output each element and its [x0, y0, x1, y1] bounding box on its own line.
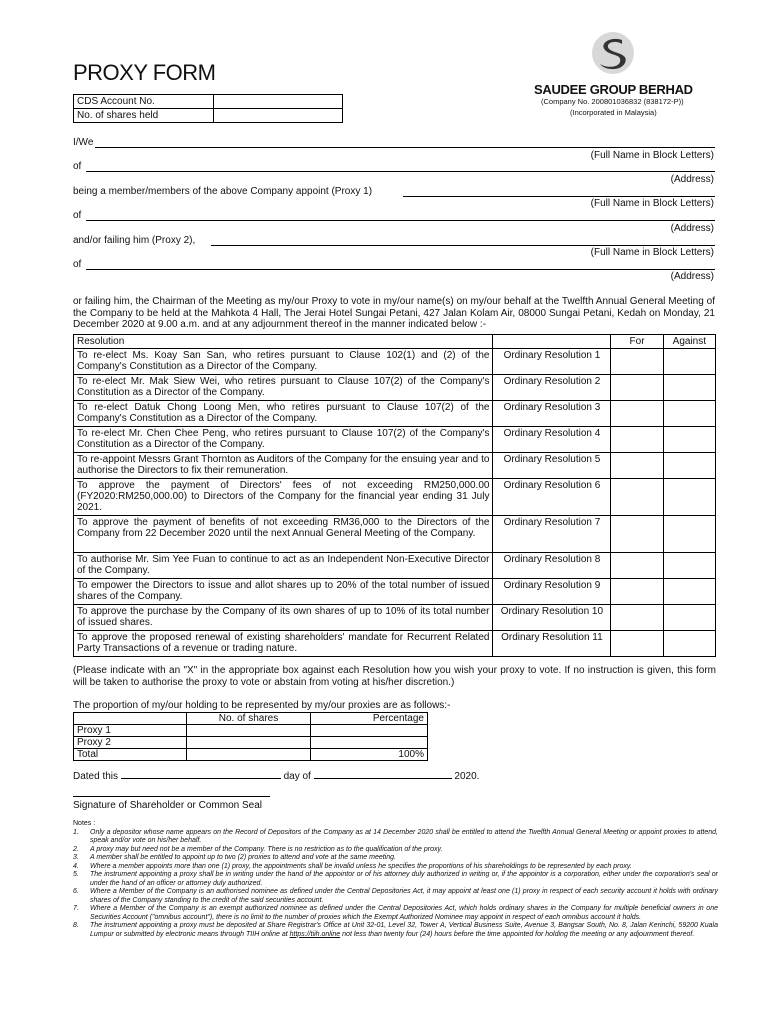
for-checkbox[interactable] — [611, 631, 663, 657]
note-text-pre: The instrument appointing a proxy must be deposited at Share Registrar's Office at Unit 32-01, Level 32, Tower A, Vertical Business Suite, Avenue 3, Bangsar South, No. 8, Jalan Kerinchi, 59200 Kuala Lumpur or submitted by electronic means through TIIH online at — [90, 922, 718, 938]
company-number: (Company No. 200801036832 (838172-P)) — [541, 97, 684, 106]
note-item: 8. The instrument appointing a proxy must be deposited at Share Registrar's Office at Unit 32-01, Level 32, Tower A, Vertical Business Suite, Avenue 3, Bangsar South, No. 8, Jalan Kerinchi, 59200 Kuala Lumpur or submitted by electronic means through TIIH online at https://tiih.online not less than twenty four (24) hours before the time appointed for holding the meeting or any adjournment thereof. — [73, 922, 718, 938]
total-row-label: Total — [74, 749, 187, 761]
for-checkbox[interactable] — [611, 579, 663, 605]
resolution-row — [74, 605, 716, 631]
for-checkbox[interactable] — [611, 553, 663, 579]
total-shares-input[interactable] — [187, 749, 311, 761]
against-checkbox[interactable] — [663, 631, 715, 657]
resolution-row — [74, 553, 716, 579]
for-checkbox[interactable] — [611, 401, 663, 427]
proxy2-row-label: Proxy 2 — [74, 737, 187, 749]
proportion-corner — [74, 713, 187, 725]
proxy2-percent-input[interactable] — [311, 737, 428, 749]
resolution-label: Ordinary Resolution 2 — [493, 375, 611, 401]
form-title: PROXY FORM — [73, 60, 216, 85]
shares-held-label: No. of shares held — [74, 109, 214, 123]
note-item: 1. Only a depositor whose name appears on the Record of Depositors of the Company as at 14 December 2020 shall be entitled to attend the Twelfth Annual General Meeting or appoint proxies to attend, speak and/or vote on his/her behalf. — [73, 828, 718, 844]
resolution-row — [74, 479, 716, 516]
address-hint-3: (Address) — [670, 271, 714, 282]
note-text: A member shall be entitled to appoint up to two (2) proxies to attend and vote at the same meeting. — [90, 854, 396, 861]
resolution-label: Ordinary Resolution 7 — [493, 516, 611, 553]
resolution-row — [74, 631, 716, 657]
shares-col-header: No. of shares — [187, 713, 311, 725]
for-checkbox[interactable] — [611, 605, 663, 631]
name-line[interactable] — [95, 147, 715, 148]
address-hint-2: (Address) — [670, 223, 714, 234]
total-percent-value: 100% — [311, 749, 428, 761]
resolution-row — [74, 579, 716, 605]
company-incorporation: (Incorporated in Malaysia) — [570, 108, 657, 117]
for-checkbox[interactable] — [611, 516, 663, 553]
against-checkbox[interactable] — [663, 605, 715, 631]
note-text: Only a depositor whose name appears on the Record of Depositors of the Company as at 14 December 2020 shall be entitled to attend the Twelfth Annual General Meeting or appoint proxies to attend, speak and/or vote on his/her behalf. — [90, 828, 718, 844]
for-header: For — [611, 335, 663, 349]
of-label-1: of — [73, 161, 82, 172]
note-text: Where a Member of the Company is an authorised nominee as defined under the Central Depositories Act, it may appoint at least one (1) proxy in respect of each security account it holds with ordinary shares of the Company standing to the credit of the said securities account. — [90, 888, 718, 904]
against-checkbox[interactable] — [663, 553, 715, 579]
against-checkbox[interactable] — [663, 453, 715, 479]
signature-line[interactable] — [73, 796, 270, 797]
note-item: 5. The instrument appointing a proxy shall be in writing under the hand of the appointor or of his attorney duly authorized in writing or, if the appointor is a corporation, either under the corporation's seal or under the hand of an officer or attorney duly authorized. — [73, 871, 718, 887]
against-checkbox[interactable] — [663, 579, 715, 605]
dated-year: 2020. — [454, 771, 480, 782]
resolution-label: Ordinary Resolution 4 — [493, 427, 611, 453]
resolution-text: To re-elect Mr. Mak Siew Wei, who retires pursuant to Clause 107(2) of the Company's Constitution as a Director of the Company. — [74, 375, 493, 401]
resolution-row — [74, 453, 716, 479]
cds-account-input[interactable] — [214, 95, 343, 109]
appointment-paragraph: or failing him, the Chairman of the Meeting as my/our Proxy to vote in my/our name(s) on my/our behalf at the Twelfth Annual General Meeting of the Company to be held at the Mahkota 4 Hall, The Jerai Hotel Sungai Petani, 427 Jalan Kolam Air, 08000 Sungai Petani, Kedah on Monday, 21 December 2020 at 9.00 a.m. and at any adjournment thereof in the manner indicated below :- — [73, 296, 715, 330]
resolution-text: To approve the purchase by the Company of its own shares of up to 10% of its total number of issued shares. — [74, 605, 493, 631]
proxy2-name-line[interactable] — [211, 245, 715, 246]
dated-month-line[interactable] — [314, 768, 452, 779]
address-line-2[interactable] — [86, 220, 715, 221]
proxy1-percent-input[interactable] — [311, 725, 428, 737]
address-line-3[interactable] — [86, 269, 715, 270]
for-checkbox[interactable] — [611, 479, 663, 516]
resolution-header: Resolution — [74, 335, 493, 349]
proxy1-shares-input[interactable] — [187, 725, 311, 737]
day-of-label: day of — [283, 771, 311, 782]
note-item: 4. Where a member appoints more than one (1) proxy, the appointments shall be invalid unless he specifies the proportions of his shareholdings to be represented by each proxy. — [73, 862, 632, 870]
cds-account-table — [73, 94, 343, 123]
resolution-row — [74, 427, 716, 453]
resolution-text: To authorise Mr. Sim Yee Fuan to continue to act as an Independent Non-Executive Director of the Company. — [74, 553, 493, 579]
resolution-row — [74, 349, 716, 375]
full-name-hint-3: (Full Name in Block Letters) — [590, 247, 714, 258]
resolution-label: Ordinary Resolution 5 — [493, 453, 611, 479]
resolution-text: To re-appoint Messrs Grant Thornton as Auditors of the Company for the ensuing year and to authorise the Directors to fix their remuneration. — [74, 453, 493, 479]
against-checkbox[interactable] — [663, 349, 715, 375]
address-line-1[interactable] — [86, 171, 715, 172]
of-label-2: of — [73, 210, 82, 221]
note-text: Where a Member of the Company is an exempt authorized nominee as defined under the Central Depositories Act, which holds ordinary shares in the Company for multiple beneficial owners in one Securities Account ("omnibus account"), there is no limit to the number of proxies which the Exempt Authorized Nominee may appoint in respect of each omnibus account it holds. — [90, 905, 718, 921]
resolutions-table — [73, 334, 716, 657]
resolution-row — [74, 401, 716, 427]
resolution-label-header — [493, 335, 611, 349]
address-hint-1: (Address) — [670, 174, 714, 185]
full-name-hint: (Full Name in Block Letters) — [590, 150, 714, 161]
proxy1-row-label: Proxy 1 — [74, 725, 187, 737]
for-checkbox[interactable] — [611, 453, 663, 479]
against-checkbox[interactable] — [663, 427, 715, 453]
note-text: The instrument appointing a proxy shall be in writing under the hand of the appointor or of his attorney duly authorized in writing or, if the appointor is a corporation, either under the corporation's seal or under the hand of an officer or attorney duly authorized. — [90, 871, 718, 887]
full-name-hint-2: (Full Name in Block Letters) — [590, 198, 714, 209]
resolution-text: To approve the payment of benefits of not exceeding RM36,000 to the Directors of the Company from 22 December 2020 until the next Annual General Meeting of the Company. — [74, 516, 493, 553]
cds-account-label: CDS Account No. — [74, 95, 214, 109]
against-checkbox[interactable] — [663, 375, 715, 401]
resolution-label: Ordinary Resolution 3 — [493, 401, 611, 427]
note-text: Where a member appoints more than one (1) proxy, the appointments shall be invalid unless he specifies the proportions of his shareholdings to be represented by each proxy. — [90, 862, 632, 870]
note-text-post: not less than twenty four (24) hours before the time appointed for holding the meeting or any adjournment thereof. — [342, 930, 695, 938]
notes-title: Notes : — [73, 820, 96, 827]
resolution-row — [74, 516, 716, 553]
for-checkbox[interactable] — [611, 349, 663, 375]
tiih-online-link[interactable]: https://tiih.online — [289, 930, 341, 938]
voting-instructions: (Please indicate with an "X" in the appropriate box against each Resolution how you wish your proxy to vote. If no instruction is given, this form will be taken to authorise the proxy to vote or abstain from voting at his/her discretion.) — [73, 665, 716, 688]
for-checkbox[interactable] — [611, 427, 663, 453]
shares-held-input[interactable] — [214, 109, 343, 123]
of-label-3: of — [73, 259, 82, 270]
company-logo-icon — [590, 30, 636, 76]
failing-proxy2-label: and/or failing him (Proxy 2), — [73, 235, 196, 246]
note-item: 6. Where a Member of the Company is an authorised nominee as defined under the Central Depositories Act, it may appoint at least one (1) proxy in respect of each security account it holds with ordinary shares of the Company standing to the credit of the said securities account. — [73, 888, 718, 904]
signature-label: Signature of Shareholder or Common Seal — [73, 800, 262, 811]
against-header: Against — [663, 335, 715, 349]
notes-section — [73, 820, 718, 939]
resolution-label: Ordinary Resolution 6 — [493, 479, 611, 516]
note-item: 3. A member shall be entitled to appoint up to two (2) proxies to attend and vote at the same meeting. — [73, 854, 396, 861]
being-member-label: being a member/members of the above Company appoint (Proxy 1) — [73, 186, 373, 197]
dated-day-line[interactable] — [121, 768, 281, 779]
percentage-col-header: Percentage — [311, 713, 428, 725]
note-text: A proxy may but need not be a member of the Company. There is no restriction as to the qualification of the proxy. — [90, 845, 443, 853]
resolution-text: To approve the proposed renewal of existing shareholders' mandate for Recurrent Related Party Transactions of a revenue or trading nature. — [74, 631, 493, 657]
against-checkbox[interactable] — [663, 516, 715, 553]
company-name: SAUDEE GROUP BERHAD — [534, 82, 693, 97]
iwe-label: I/We — [73, 137, 94, 148]
against-checkbox[interactable] — [663, 479, 715, 516]
resolution-label: Ordinary Resolution 11 — [493, 631, 611, 657]
proportion-intro: The proportion of my/our holding to be represented by my/our proxies are as follows:- — [73, 700, 451, 711]
proxy1-name-line[interactable] — [403, 196, 715, 197]
resolution-label: Ordinary Resolution 9 — [493, 579, 611, 605]
resolution-row — [74, 375, 716, 401]
proxy-proportion-table — [73, 712, 428, 761]
resolution-label: Ordinary Resolution 1 — [493, 349, 611, 375]
proxy2-shares-input[interactable] — [187, 737, 311, 749]
resolution-label: Ordinary Resolution 8 — [493, 553, 611, 579]
resolution-text: To re-elect Ms. Koay San San, who retires pursuant to Clause 102(1) and (2) of the Company's Constitution as a Director of the Company. — [74, 349, 493, 375]
dated-row — [73, 768, 479, 782]
resolution-text: To approve the payment of Directors' fees of not exceeding RM250,000.00 (FY2020:RM250,000.00) to Directors of the Company for the financial year ending 31 July 2021. — [74, 479, 493, 516]
resolution-label: Ordinary Resolution 10 — [493, 605, 611, 631]
resolution-text: To re-elect Mr. Chen Chee Peng, who retires pursuant to Clause 107(2) of the Company's Constitution as a Director of the Company. — [74, 427, 493, 453]
resolution-text: To re-elect Datuk Chong Loong Men, who retires pursuant to Clause 107(2) of the Company's Constitution as a Director of the Company. — [74, 401, 493, 427]
resolution-text: To empower the Directors to issue and allot shares up to 20% of the total number of issued shares of the Company. — [74, 579, 493, 605]
note-item: 7. Where a Member of the Company is an exempt authorized nominee as defined under the Central Depositories Act, which holds ordinary shares in the Company for multiple beneficial owners in one Securities Account ("omnibus account"), there is no limit to the number of proxies which the Exempt Authorized Nominee may appoint in respect of each omnibus account it holds. — [73, 905, 718, 921]
note-item: 2. A proxy may but need not be a member of the Company. There is no restriction as to the qualification of the proxy. — [73, 845, 443, 853]
for-checkbox[interactable] — [611, 375, 663, 401]
dated-label: Dated this — [73, 771, 119, 782]
against-checkbox[interactable] — [663, 401, 715, 427]
